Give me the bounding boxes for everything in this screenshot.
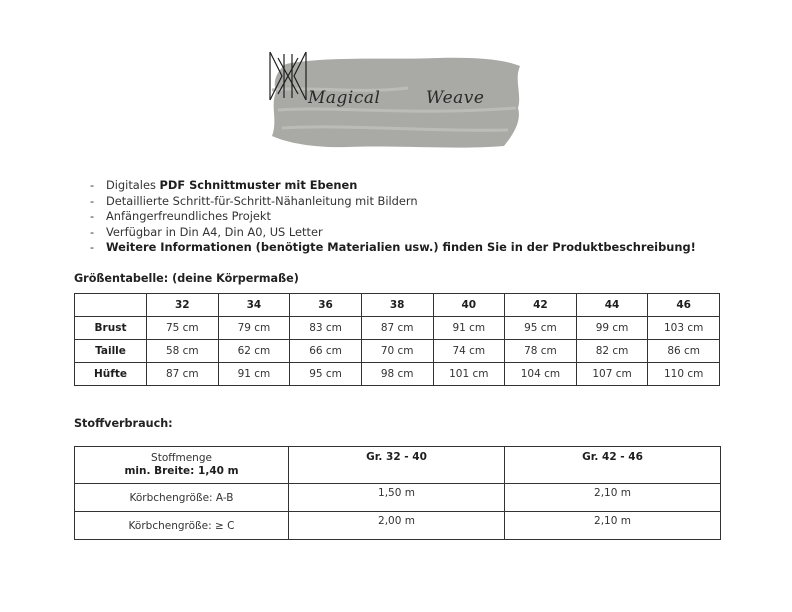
- table-cell: 82 cm: [576, 340, 648, 363]
- min-width-label: min. Breite: 1,40 m: [124, 465, 239, 477]
- table-cell: 74 cm: [433, 340, 505, 363]
- table-cell: 91 cm: [433, 317, 505, 340]
- size-header: 34: [218, 294, 290, 317]
- table-cell: 101 cm: [433, 363, 505, 386]
- weave-mark-icon: [268, 50, 308, 102]
- list-item: - Anfängerfreundliches Projekt: [90, 209, 696, 225]
- size-table-title: Größentabelle: (deine Körpermaße): [74, 272, 299, 285]
- table-row: [75, 512, 721, 540]
- row-label: Körbchengröße: A-B: [75, 484, 289, 512]
- table-cell: 66 cm: [290, 340, 362, 363]
- table-cell: 104 cm: [505, 363, 577, 386]
- table-cell: 87 cm: [361, 317, 433, 340]
- size-header: 36: [290, 294, 362, 317]
- fabric-table: [74, 446, 721, 540]
- table-corner-cell: [75, 294, 147, 317]
- table-cell: 98 cm: [361, 363, 433, 386]
- logo-text-right: Weave: [426, 88, 485, 108]
- table-cell: 2,00 m: [289, 512, 505, 540]
- size-table: [74, 293, 720, 386]
- row-label: Hüfte: [75, 363, 147, 386]
- table-cell: 107 cm: [576, 363, 648, 386]
- table-cell: 95 cm: [505, 317, 577, 340]
- table-cell: 86 cm: [648, 340, 720, 363]
- table-cell: 110 cm: [648, 363, 720, 386]
- table-cell: 78 cm: [505, 340, 577, 363]
- table-cell: 99 cm: [576, 317, 648, 340]
- feature-list: [90, 178, 696, 256]
- table-cell: 2,10 m: [505, 484, 721, 512]
- table-cell: 2,10 m: [505, 512, 721, 540]
- list-item: - Weitere Informationen (benötigte Materialien usw.) finden Sie in der Produktbeschreibung!: [90, 240, 696, 256]
- table-header-row: [75, 447, 721, 484]
- size-header: 32: [147, 294, 219, 317]
- table-cell: 79 cm: [218, 317, 290, 340]
- size-header: 42: [505, 294, 577, 317]
- table-row: [75, 363, 720, 386]
- table-row: [75, 340, 720, 363]
- table-cell: 70 cm: [361, 340, 433, 363]
- size-header: 44: [576, 294, 648, 317]
- logo-text-left: Magical: [308, 88, 381, 108]
- size-range-header: Gr. 32 - 40: [289, 447, 505, 484]
- table-cell: 83 cm: [290, 317, 362, 340]
- brand-logo: [268, 50, 524, 152]
- list-item: - Digitales PDF Schnittmuster mit Ebenen: [90, 178, 696, 194]
- size-header: 46: [648, 294, 720, 317]
- table-cell: 58 cm: [147, 340, 219, 363]
- table-cell: 91 cm: [218, 363, 290, 386]
- table-row: [75, 484, 721, 512]
- row-label: Körbchengröße: ≥ C: [75, 512, 289, 540]
- fabric-table-title: Stoffverbrauch:: [74, 417, 173, 430]
- amount-label: Stoffmenge: [151, 452, 212, 464]
- amount-header-cell: [75, 447, 289, 484]
- list-item: - Detaillierte Schritt-für-Schritt-Nähanleitung mit Bildern: [90, 194, 696, 210]
- table-row: [75, 317, 720, 340]
- size-header: 38: [361, 294, 433, 317]
- size-range-header: Gr. 42 - 46: [505, 447, 721, 484]
- table-cell: 103 cm: [648, 317, 720, 340]
- row-label: Brust: [75, 317, 147, 340]
- table-cell: 62 cm: [218, 340, 290, 363]
- size-header: 40: [433, 294, 505, 317]
- table-cell: 1,50 m: [289, 484, 505, 512]
- table-cell: 75 cm: [147, 317, 219, 340]
- list-item: - Verfügbar in Din A4, Din A0, US Letter: [90, 225, 696, 241]
- table-header-row: [75, 294, 720, 317]
- table-cell: 95 cm: [290, 363, 362, 386]
- table-cell: 87 cm: [147, 363, 219, 386]
- row-label: Taille: [75, 340, 147, 363]
